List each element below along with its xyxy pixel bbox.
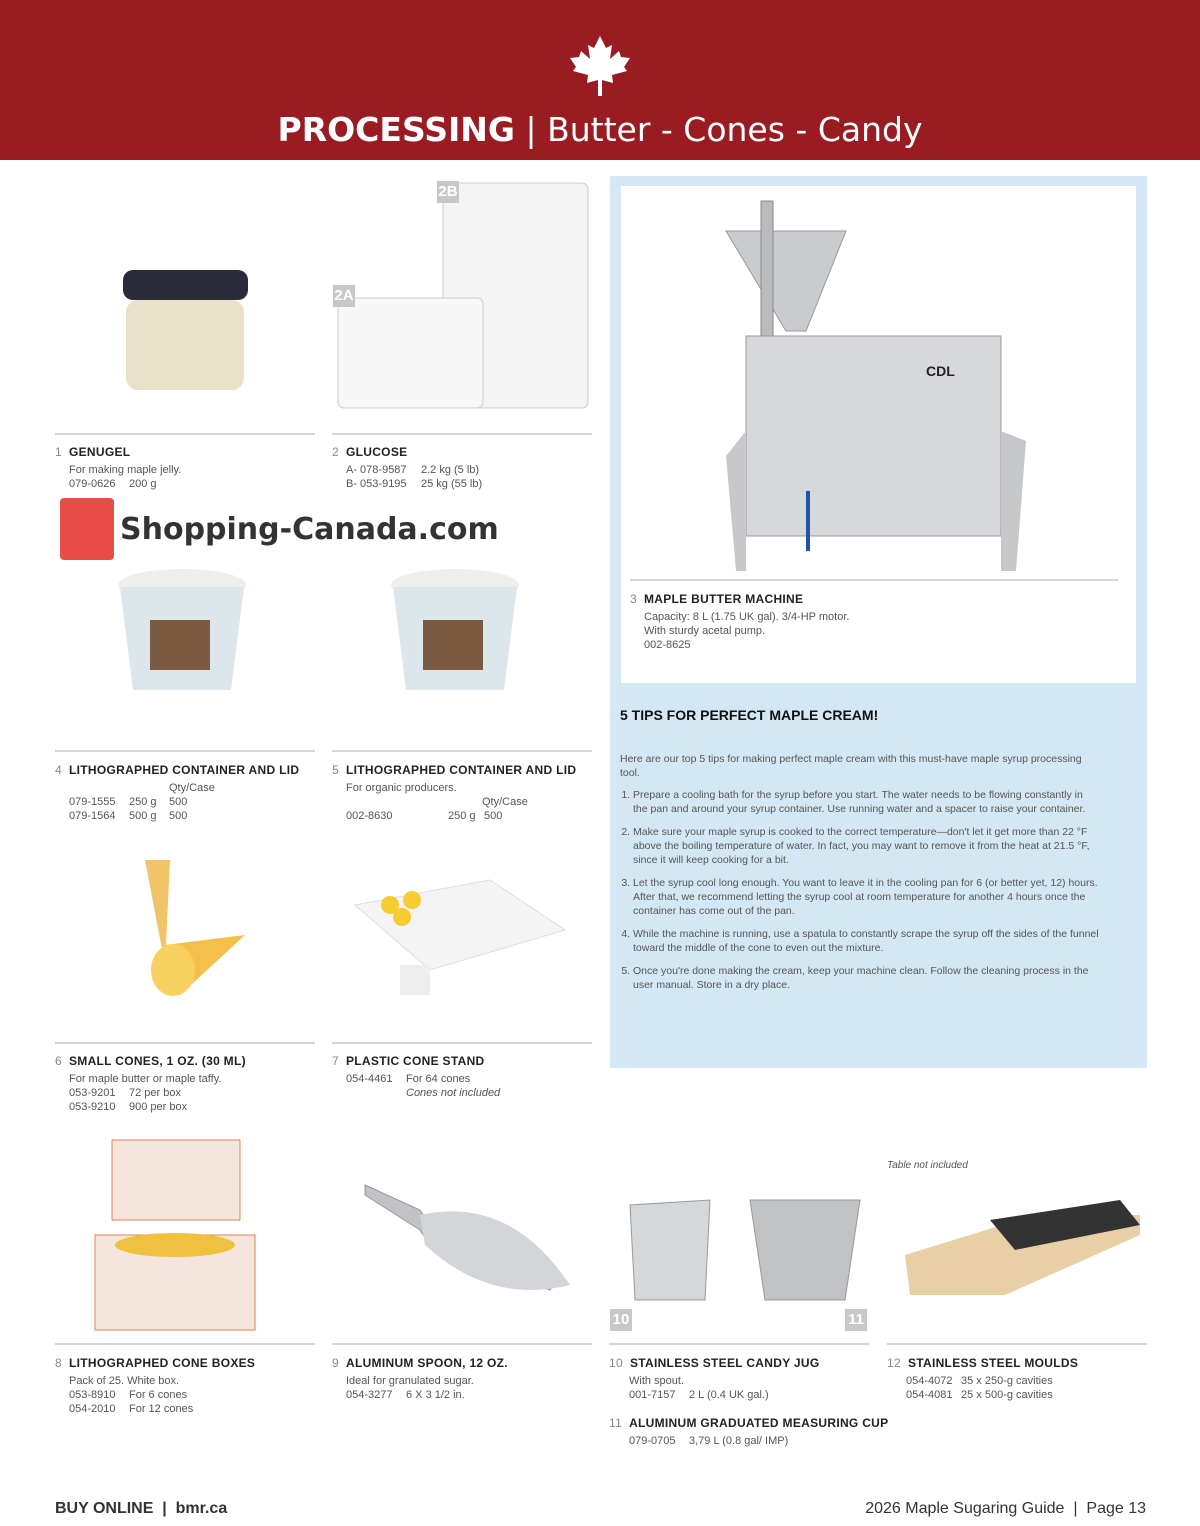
tip: 4. While the machine is running, use a spatula to constantly scrape the syrup off the sides of the funnel toward the middle of the cone to even out the mixture. — [633, 927, 1100, 955]
badge-2a: 2A — [333, 285, 355, 307]
watermark — [60, 498, 499, 560]
product-5: 5 LITHOGRAPHED CONTAINER AND LID For organic producers. Qty/Case 002-8630 250 g 500 — [332, 763, 577, 822]
product-12: 12 STAINLESS STEEL MOULDS 054-4072 35 x 250-g cavities 054-4081 25 x 500-g cavities — [887, 1356, 1079, 1401]
tips-text: Here are our top 5 tips for making perfect maple cream with this must-have maple syrup processing tool. 1. Prepare a cooling bath for the syrup before you start. The water needs to be flowing constantly in the pan and around your syrup container. Use running water and a spacer to raise your container. 2. Make sure your maple syrup is cooked to the correct temperature—don't let it get more than 22 °F above the boiling temperature of water. In fact, you may want to remove it from the heat at 21.5 °F, since it will keep cooking for a bit. 3. Let the syrup cool long enough. You want to leave it in the cooling pan for 6 (or better yet, 12) hours. After that, we recommend letting the syrup cool at room temperature for another 4 hours once the container has come out of the pan. 4. While the machine is running, use a spatula to constantly scrape the syrup off the sides of the funnel toward the middle of the cone to even out the mixture. 5. Once you're done making the cream, keep your machine clean. Follow the cleaning process in the user manual. Store in a dry place. — [620, 752, 1100, 1001]
badge-2b: 2B — [437, 181, 459, 203]
product-7: 7 PLASTIC CONE STAND 054-4461 For 64 cones Cones not included — [332, 1054, 501, 1099]
maple-butter-machine-image — [716, 191, 1036, 571]
tip: 2. Make sure your maple syrup is cooked to the correct temperature—don't let it get more than 22 °F above the boiling temperature of water. In fact, you may want to remove it from the heat at 21.5 °F, since it will keep cooking for a bit. — [633, 825, 1100, 867]
product-6: 6 SMALL CONES, 1 OZ. (30 ML) For maple butter or maple taffy. 053-9201 72 per box 053-9210 900 per box — [55, 1054, 246, 1113]
product-2: 2 GLUCOSE A- 078-9587 2.2 kg (5 lb) B- 053-9195 25 kg (55 lb) — [332, 445, 483, 490]
tip: 3. Let the syrup cool long enough. You want to leave it in the cooling pan for 6 (or better yet, 12) hours. After that, we recommend letting the syrup cool at room temperature for another 4 hours once the container has come out of the pan. — [633, 876, 1100, 918]
page-header — [0, 0, 1200, 160]
lithographed-container-image — [115, 565, 250, 700]
candy-jug-and-measuring-cup-image — [620, 1190, 870, 1305]
aluminum-spoon-image — [360, 1175, 575, 1295]
divider — [55, 1042, 315, 1044]
footer-buy-online-link[interactable]: BUY ONLINE | bmr.ca — [55, 1500, 228, 1517]
divider — [630, 579, 1118, 581]
product-9: 9 ALUMINUM SPOON, 12 OZ. Ideal for granulated sugar. 054-3277 6 X 3 1/2 in. — [332, 1356, 508, 1401]
cdl-brand-label: CDL — [926, 363, 955, 379]
watermark-text: Shopping-Canada.com — [120, 511, 499, 547]
glucose-pails-image — [333, 178, 598, 418]
table-note: Table not included — [887, 1160, 968, 1171]
divider — [332, 1343, 592, 1345]
machine-panel — [621, 186, 1136, 683]
cone-boxes-image — [90, 1135, 260, 1335]
product-1: 1 GENUGEL For making maple jelly. 079-0626 200 g — [55, 445, 182, 490]
divider — [887, 1343, 1147, 1345]
badge-10: 10 — [610, 1309, 632, 1331]
divider — [55, 433, 315, 435]
badge-11: 11 — [845, 1309, 867, 1331]
small-cones-image — [125, 855, 250, 1000]
genugel-jar-image — [118, 265, 253, 400]
product-10: 10 STAINLESS STEEL CANDY JUG With spout. 001-7157 2 L (0.4 UK gal.) — [609, 1356, 820, 1401]
stainless-steel-moulds-image — [905, 1195, 1145, 1305]
product-4: 4 LITHOGRAPHED CONTAINER AND LID Qty/Case 079-1555 250 g 500 079-1564 500 g 500 — [55, 763, 300, 822]
divider — [55, 1343, 315, 1345]
divider — [609, 1343, 869, 1345]
footer-page-info: 2026 Maple Sugaring Guide | Page 13 — [865, 1500, 1146, 1517]
tips-title: 5 TIPS FOR PERFECT MAPLE CREAM! — [620, 707, 879, 723]
product-11: 11 ALUMINUM GRADUATED MEASURING CUP 079-0705 3,79 L (0.8 gal/ IMP) — [609, 1416, 889, 1447]
product-3: 3 MAPLE BUTTER MACHINE Capacity: 8 L (1.75 UK gal). 3/4-HP motor. With sturdy acetal pump. 002-8625 — [630, 592, 850, 651]
maple-leaf-icon — [568, 34, 632, 98]
divider — [332, 1042, 592, 1044]
divider — [55, 750, 315, 752]
page-title: PROCESSING | Butter - Cones - Candy — [277, 110, 923, 149]
divider — [332, 433, 592, 435]
plastic-cone-stand-image — [350, 875, 570, 1000]
tip: 5. Once you're done making the cream, keep your machine clean. Follow the cleaning process in the user manual. Store in a dry place. — [633, 964, 1100, 992]
divider — [332, 750, 592, 752]
organic-container-image — [388, 565, 523, 700]
tip: 1. Prepare a cooling bath for the syrup before you start. The water needs to be flowing constantly in the pan and around your syrup container. Use running water and a spacer to raise your container. — [633, 788, 1100, 816]
shopping-bag-icon — [60, 498, 114, 560]
product-8: 8 LITHOGRAPHED CONE BOXES Pack of 25. White box. 053-8910 For 6 cones 054-2010 For 12 cones — [55, 1356, 256, 1415]
